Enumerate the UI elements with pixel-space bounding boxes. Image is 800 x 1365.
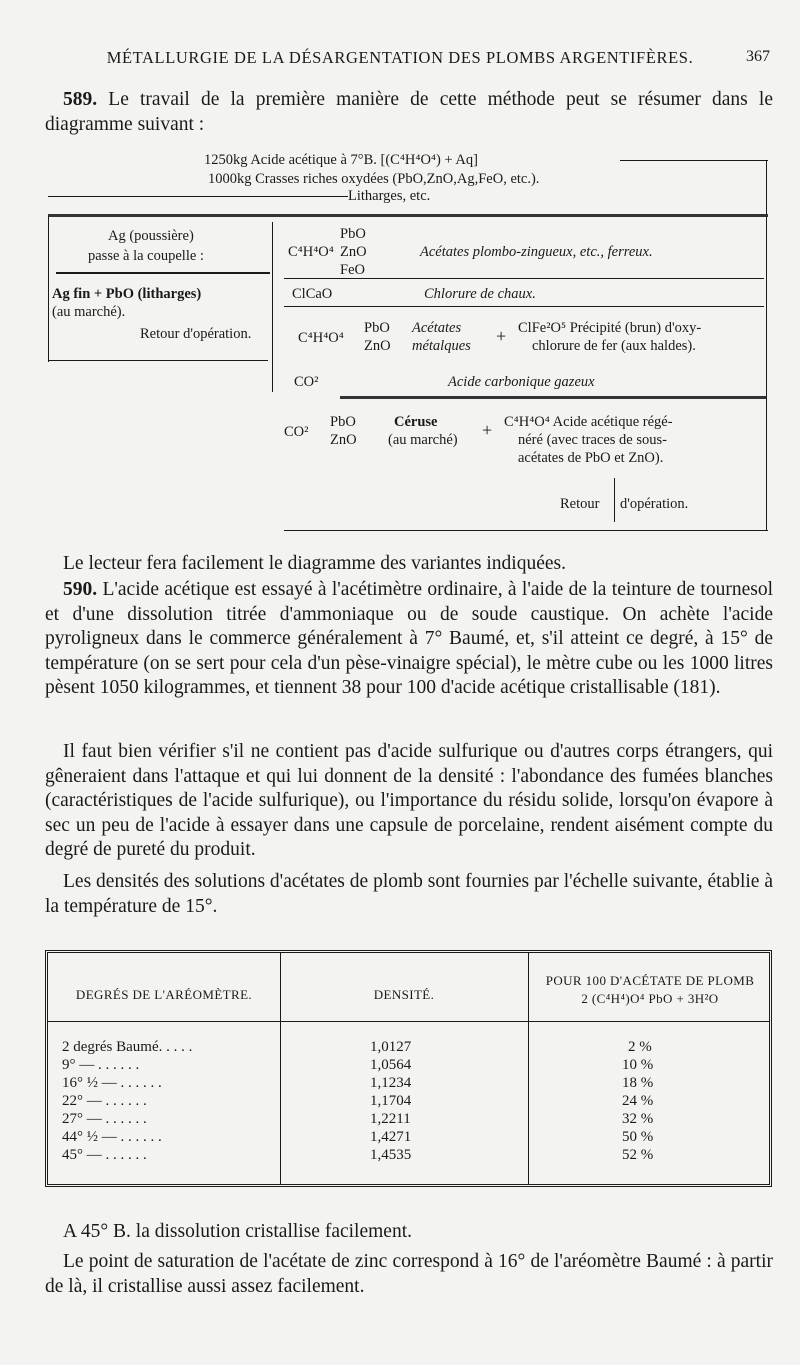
acid-formula-2: C⁴H⁴O⁴ (298, 330, 344, 346)
table-row-pct: 2 % (628, 1039, 652, 1055)
separator-1 (284, 278, 764, 279)
header-formula: 2 (C⁴H⁴)O⁴ PbO + 3H²O (581, 991, 719, 1006)
table-row-dens: 1,4271 (370, 1129, 412, 1145)
bottom-right-line (284, 530, 768, 531)
retour-2b: d'opération. (620, 496, 689, 512)
zno-3: ZnO (330, 432, 357, 448)
acide-regenere-2: néré (avec traces de sous- (518, 432, 667, 448)
paragraph-number: 590. (63, 579, 98, 600)
ceruse: Céruse (394, 414, 438, 430)
paragraph-45 (45, 1220, 773, 1245)
paragraph-lecteur (45, 552, 773, 577)
table-row-deg: 22° — . . . . . . (62, 1093, 147, 1109)
paragraph-text: Il faut bien vérifier s'il ne contient pas d'acide sulfurique ou d'autres corps étrangers, qui gêneraient dans l'attaque et qui lui donnent de la densité : l'abondance des fumées blanches (caractéristiques de l'acide sulfurique), ou l'importance du résidu solide, lorsqu'on évapore à sec un peu de l'acide à essayer dans une capsule de porcelaine, rendent aisément compte du degré de pureté du produit. (45, 741, 773, 860)
header-densite: DENSITÉ. (373, 987, 435, 1002)
pbo-1: PbO (340, 226, 366, 242)
paragraph-text: Le lecteur fera facilement le diagramme des variantes indiquées. (63, 553, 566, 574)
table-row-pct: 52 % (622, 1147, 654, 1163)
pbo-3: PbO (330, 414, 356, 430)
separator-3 (340, 396, 766, 399)
pbo-2: PbO (364, 320, 390, 336)
separator-2 (284, 306, 764, 307)
table-row-dens: 1,2211 (370, 1111, 411, 1127)
table-row-dens: 1,1704 (370, 1093, 412, 1109)
table-row-dens: 1,1234 (370, 1075, 412, 1091)
au-marche-2: (au marché) (388, 432, 458, 448)
process-diagram (48, 152, 770, 532)
plus-sign-2: + (482, 420, 493, 440)
to-cupel: passe à la coupelle : (88, 248, 204, 264)
retour-arrow (614, 478, 615, 522)
paragraph-number: 589. (63, 89, 98, 110)
table-row-deg: 16° ½ — . . . . . . (62, 1075, 162, 1091)
table-header-separator (48, 1021, 769, 1022)
table-row-dens: 1,4535 (370, 1147, 412, 1163)
page-number: 367 (746, 48, 770, 65)
cupel-line (56, 272, 270, 274)
acid-formula-1: C⁴H⁴O⁴ (288, 244, 334, 260)
diagram-line-acid: 1250kg Acide acétique à 7°B. [(C⁴H⁴O⁴) + Aq] (204, 152, 478, 168)
acetates-metal-1: Acétates (412, 320, 462, 336)
table-row-deg: 2 degrés Baumé. . . . . (62, 1039, 193, 1055)
table-row-deg: 45° — . . . . . . (62, 1147, 147, 1163)
arrow-line-litharges (48, 196, 348, 197)
table-row-deg: 27° — . . . . . . (62, 1111, 147, 1127)
table-row-pct: 50 % (622, 1129, 654, 1145)
table-row-dens: 1,0564 (370, 1057, 412, 1073)
paragraph-text: Le travail de la première manière de cette méthode peut se résumer dans le diagramme suivant : (45, 89, 773, 135)
co2-1: CO² (294, 374, 319, 390)
clfe-line-1: ClFe²O⁵ Précipité (brun) d'oxy- (518, 320, 702, 336)
zno-2: ZnO (364, 338, 391, 354)
acide-regenere-1: C⁴H⁴O⁴ Acide acétique régé- (504, 414, 673, 430)
table-row-pct: 24 % (622, 1093, 654, 1109)
paragraph-text: A 45° B. la dissolution cristallise facilement. (63, 1221, 412, 1242)
paragraph-verifier (45, 740, 773, 863)
clfe-line-2: chlorure de fer (aux haldes). (532, 338, 696, 354)
table-row-pct: 10 % (622, 1057, 654, 1073)
chlorure-chaux: Chlorure de chaux. (424, 286, 536, 302)
paragraph-text: Le point de saturation de l'acétate de zinc correspond à 16° de l'aréomètre Baumé : à partir de là, il cristallise aussi assez facilement. (45, 1251, 773, 1297)
table-row-dens: 1,0127 (370, 1039, 412, 1055)
paragraph-text: Les densités des solutions d'acétates de plomb sont fournies par l'échelle suivante, établie à la température de 15°. (45, 871, 773, 917)
table-row-deg: 9° — . . . . . . (62, 1057, 140, 1073)
retour-operation-1: Retour d'opération. (140, 326, 252, 342)
column-divider (272, 222, 273, 392)
retour-2a: Retour (560, 496, 600, 512)
left-border-line (48, 216, 49, 362)
plus-sign-1: + (496, 326, 507, 346)
header-degres: DEGRÉS DE L'ARÉOMÈTRE. (75, 987, 253, 1002)
co2-2: CO² (284, 424, 309, 440)
acide-carbonique: Acide carbonique gazeux (448, 374, 595, 390)
header-pour100: POUR 100 D'ACÉTATE DE PLOMB (545, 973, 755, 988)
ag-fin: Ag fin + PbO (litharges) (52, 286, 202, 302)
diagram-line-crasses: 1000kg Crasses riches oxydées (PbO,ZnO,Ag,FeO, etc.). (208, 171, 540, 187)
acetates-metal-2: métalques (412, 338, 471, 354)
bottom-left-line (48, 360, 268, 361)
table-row-pct: 18 % (622, 1075, 654, 1091)
paragraph-text: L'acide acétique est essayé à l'acétimètre ordinaire, à l'aide de la teinture de tournesol et d'une dissolution titrée d'ammoniaque ou de soude caustique. On achète l'acide pyroligneux dans le commerce généralement à 7° Baumé, et, s'il atteint ce degré, à 15° de température (on se sert pour cela d'un pèse-vinaigre spécial), le mètre cube ou les 1000 litres pèsent 1050 kilogrammes, et tiennent 38 pour 100 d'acide acétique cristallisable (181). (45, 579, 773, 698)
density-table (45, 950, 772, 1187)
arrow-line-top (620, 160, 768, 161)
diagram-line-litharges: Litharges, etc. (348, 188, 431, 204)
running-title: MÉTALLURGIE DE LA DÉSARGENTATION DES PLOMBS ARGENTIFÈRES. (106, 48, 694, 67)
paragraph-590 (45, 578, 773, 701)
zno-1: ZnO (340, 244, 367, 260)
table-row-deg: 44° ½ — . . . . . . (62, 1129, 162, 1145)
paragraph-589 (45, 88, 773, 137)
feo-1: FeO (340, 262, 365, 278)
acide-regenere-3: acétates de PbO et ZnO). (518, 450, 664, 466)
table-row-pct: 32 % (622, 1111, 654, 1127)
ag-dust: Ag (poussière) (108, 228, 194, 244)
acetates-line: Acétates plombo-zingueux, etc., ferreux. (420, 244, 653, 260)
clcao: ClCaO (292, 286, 333, 302)
au-marche: (au marché). (52, 304, 126, 320)
page-header (0, 48, 800, 70)
paragraph-densites (45, 870, 773, 919)
paragraph-zinc (45, 1250, 773, 1299)
separator-bar (48, 214, 768, 217)
